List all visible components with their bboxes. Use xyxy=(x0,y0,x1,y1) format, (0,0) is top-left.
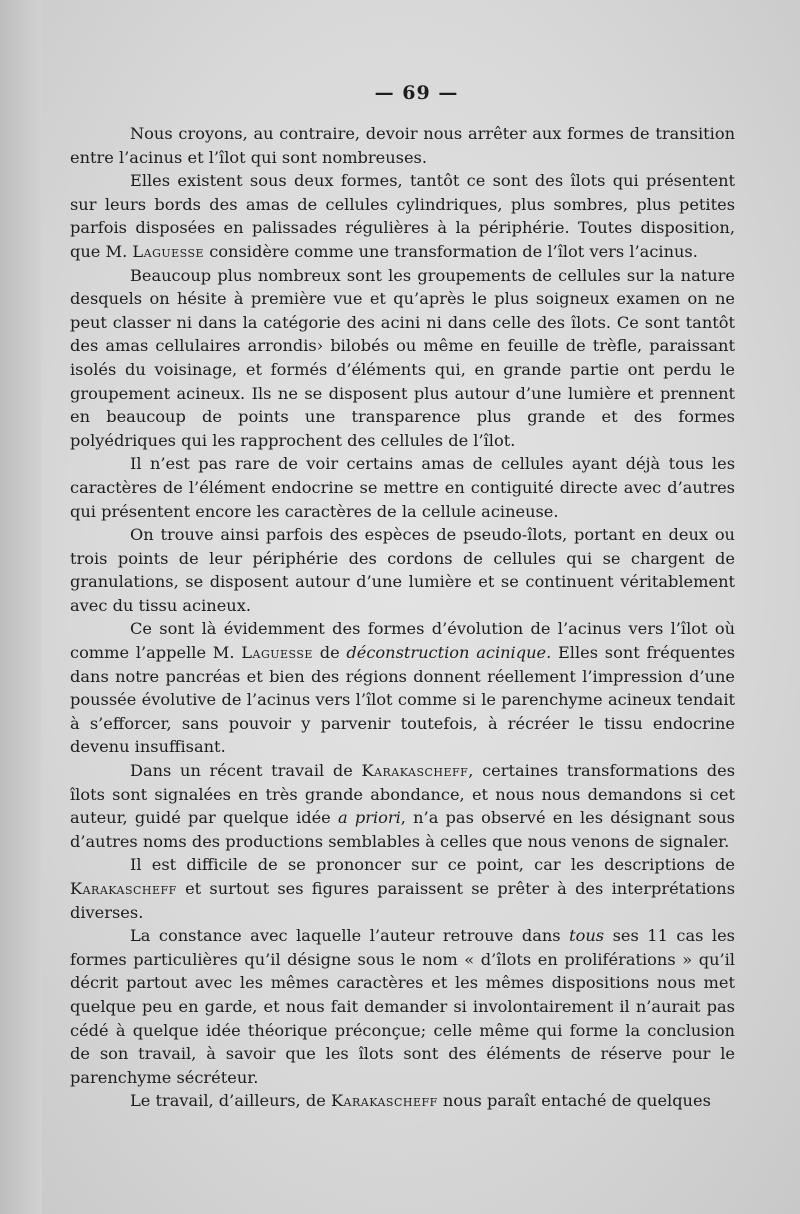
author-name: Laguesse xyxy=(132,241,205,261)
author-name: Karakascheff xyxy=(70,879,177,898)
text-run: nous paraît entaché de quelques xyxy=(437,1091,711,1111)
text-run: , certaines transformations des îlots sont signalées en très grande abondance, et nous nous demandons si cet auteur, guidé par quelque idée xyxy=(70,761,736,828)
text-run: Nous croyons, au contraire, devoir nous arrêter aux formes de transition entre l’acinus et l’îlot qui sont nombreuses. xyxy=(70,124,735,167)
paragraph xyxy=(70,523,735,617)
author-name: Karakascheff xyxy=(330,1091,438,1111)
paragraph xyxy=(70,264,735,453)
book-page xyxy=(70,82,735,1113)
text-run: Il est difficile de se prononcer sur ce point, car les descriptions de xyxy=(130,855,735,875)
text-run: Ce sont là évidemment des formes d’évolution de l’acinus vers l’îlot où comme l’appelle M. xyxy=(70,619,735,663)
text-run: La constance avec laquelle l’auteur retrouve dans xyxy=(130,926,570,946)
emphasis-text: tous xyxy=(569,926,605,946)
emphasis-text: a priori xyxy=(337,808,401,828)
text-run: On trouve ainsi parfois des espèces de pseudo-îlots, portant en deux ou trois points de leur périphérie des cordons de cellules qui se chargent de granulations, se disposent autour d’une lumière et se continuent véritablement avec du tissu acineux. xyxy=(70,525,735,615)
author-name: Karakascheff xyxy=(361,761,469,781)
text-run: Il n’est pas rare de voir certains amas de cellules ayant déjà tous les caractères de l’élément endocrine se mettre en contiguité directe avec d’autres qui présentent encore les caractères de la cellule acineuse. xyxy=(70,454,735,521)
text-run: Beaucoup plus nombreux sont les groupements de cellules sur la nature desquels on hésite à première vue et qu’après le plus soigneux examen on ne peut classer ni dans la catégorie des acini ni dans celle des îlots. Ce sont tantôt des amas cellulaires arrondis› bilobés ou même en feuille de trèfle, paraissant isolés du voisinage, et formés d’éléments qui, en grande partie ont perdu le groupement acineux. Ils ne se disposent plus autour d’une lumière et prennent en beaucoup de points une transparence plus grande et des formes polyédriques qui les rapprochent des cellules de l’îlot. xyxy=(70,265,735,450)
text-run: ses 11 cas les formes particulières qu’il désigne sous le nom « d’îlots en proliférations » qu’il décrit partout avec les mêmes caractères et les mêmes dispositions nous met quelque peu en garde, et nous fait demander si involontairement il n’aurait pas cédé à quelque idée théorique préconçue; celle même qui forme la conclusion de son travail, à savoir que les îlots sont des éléments de réserve pour le parenchyme sécréteur. xyxy=(70,926,735,1087)
paragraph xyxy=(70,617,735,759)
text-run: et surtout ses figures paraissent se prêter à des interprétations diverses. xyxy=(70,879,735,922)
paragraph xyxy=(70,759,735,853)
text-run: Elles existent sous deux formes, tantôt ce sont des îlots qui présentent sur leurs bords des amas de cellules cylindriques, plus sombres, plus petites parfois disposées en palissades régulières à la périphérie. Toutes disposition, que M. xyxy=(70,171,735,261)
text-run: considère comme une transformation de l’îlot vers l’acinus. xyxy=(204,241,698,261)
emphasis-text: déconstruction acinique. xyxy=(346,643,552,663)
paragraph xyxy=(70,1089,735,1113)
page-number: — 69 — xyxy=(374,82,459,104)
body-text xyxy=(70,122,735,1113)
paragraph xyxy=(70,924,735,1089)
author-name: Laguesse xyxy=(241,643,313,663)
paragraph xyxy=(70,122,735,169)
text-run: Dans un récent travail de xyxy=(130,761,362,781)
text-run: , n’a pas observé en les désignant sous d’autres noms des productions semblables à celles que nous venons de signaler. xyxy=(70,808,735,851)
text-run: de xyxy=(312,643,347,663)
text-run: Elles sont fréquentes dans notre pancréas et bien des régions donnent réellement l’impression d’une poussée évolutive de l’acinus vers l’îlot comme si le parenchyme acineux tendait à s’efforcer, sans pouvoir y parvenir toutefois, à récréer le tissu endocrine devenu insuffisant. xyxy=(70,643,735,757)
paragraph xyxy=(70,452,735,523)
paragraph xyxy=(70,853,735,924)
paragraph xyxy=(70,169,735,263)
text-run: Le travail, d’ailleurs, de xyxy=(130,1091,331,1111)
book-spine-shadow xyxy=(0,0,42,1214)
